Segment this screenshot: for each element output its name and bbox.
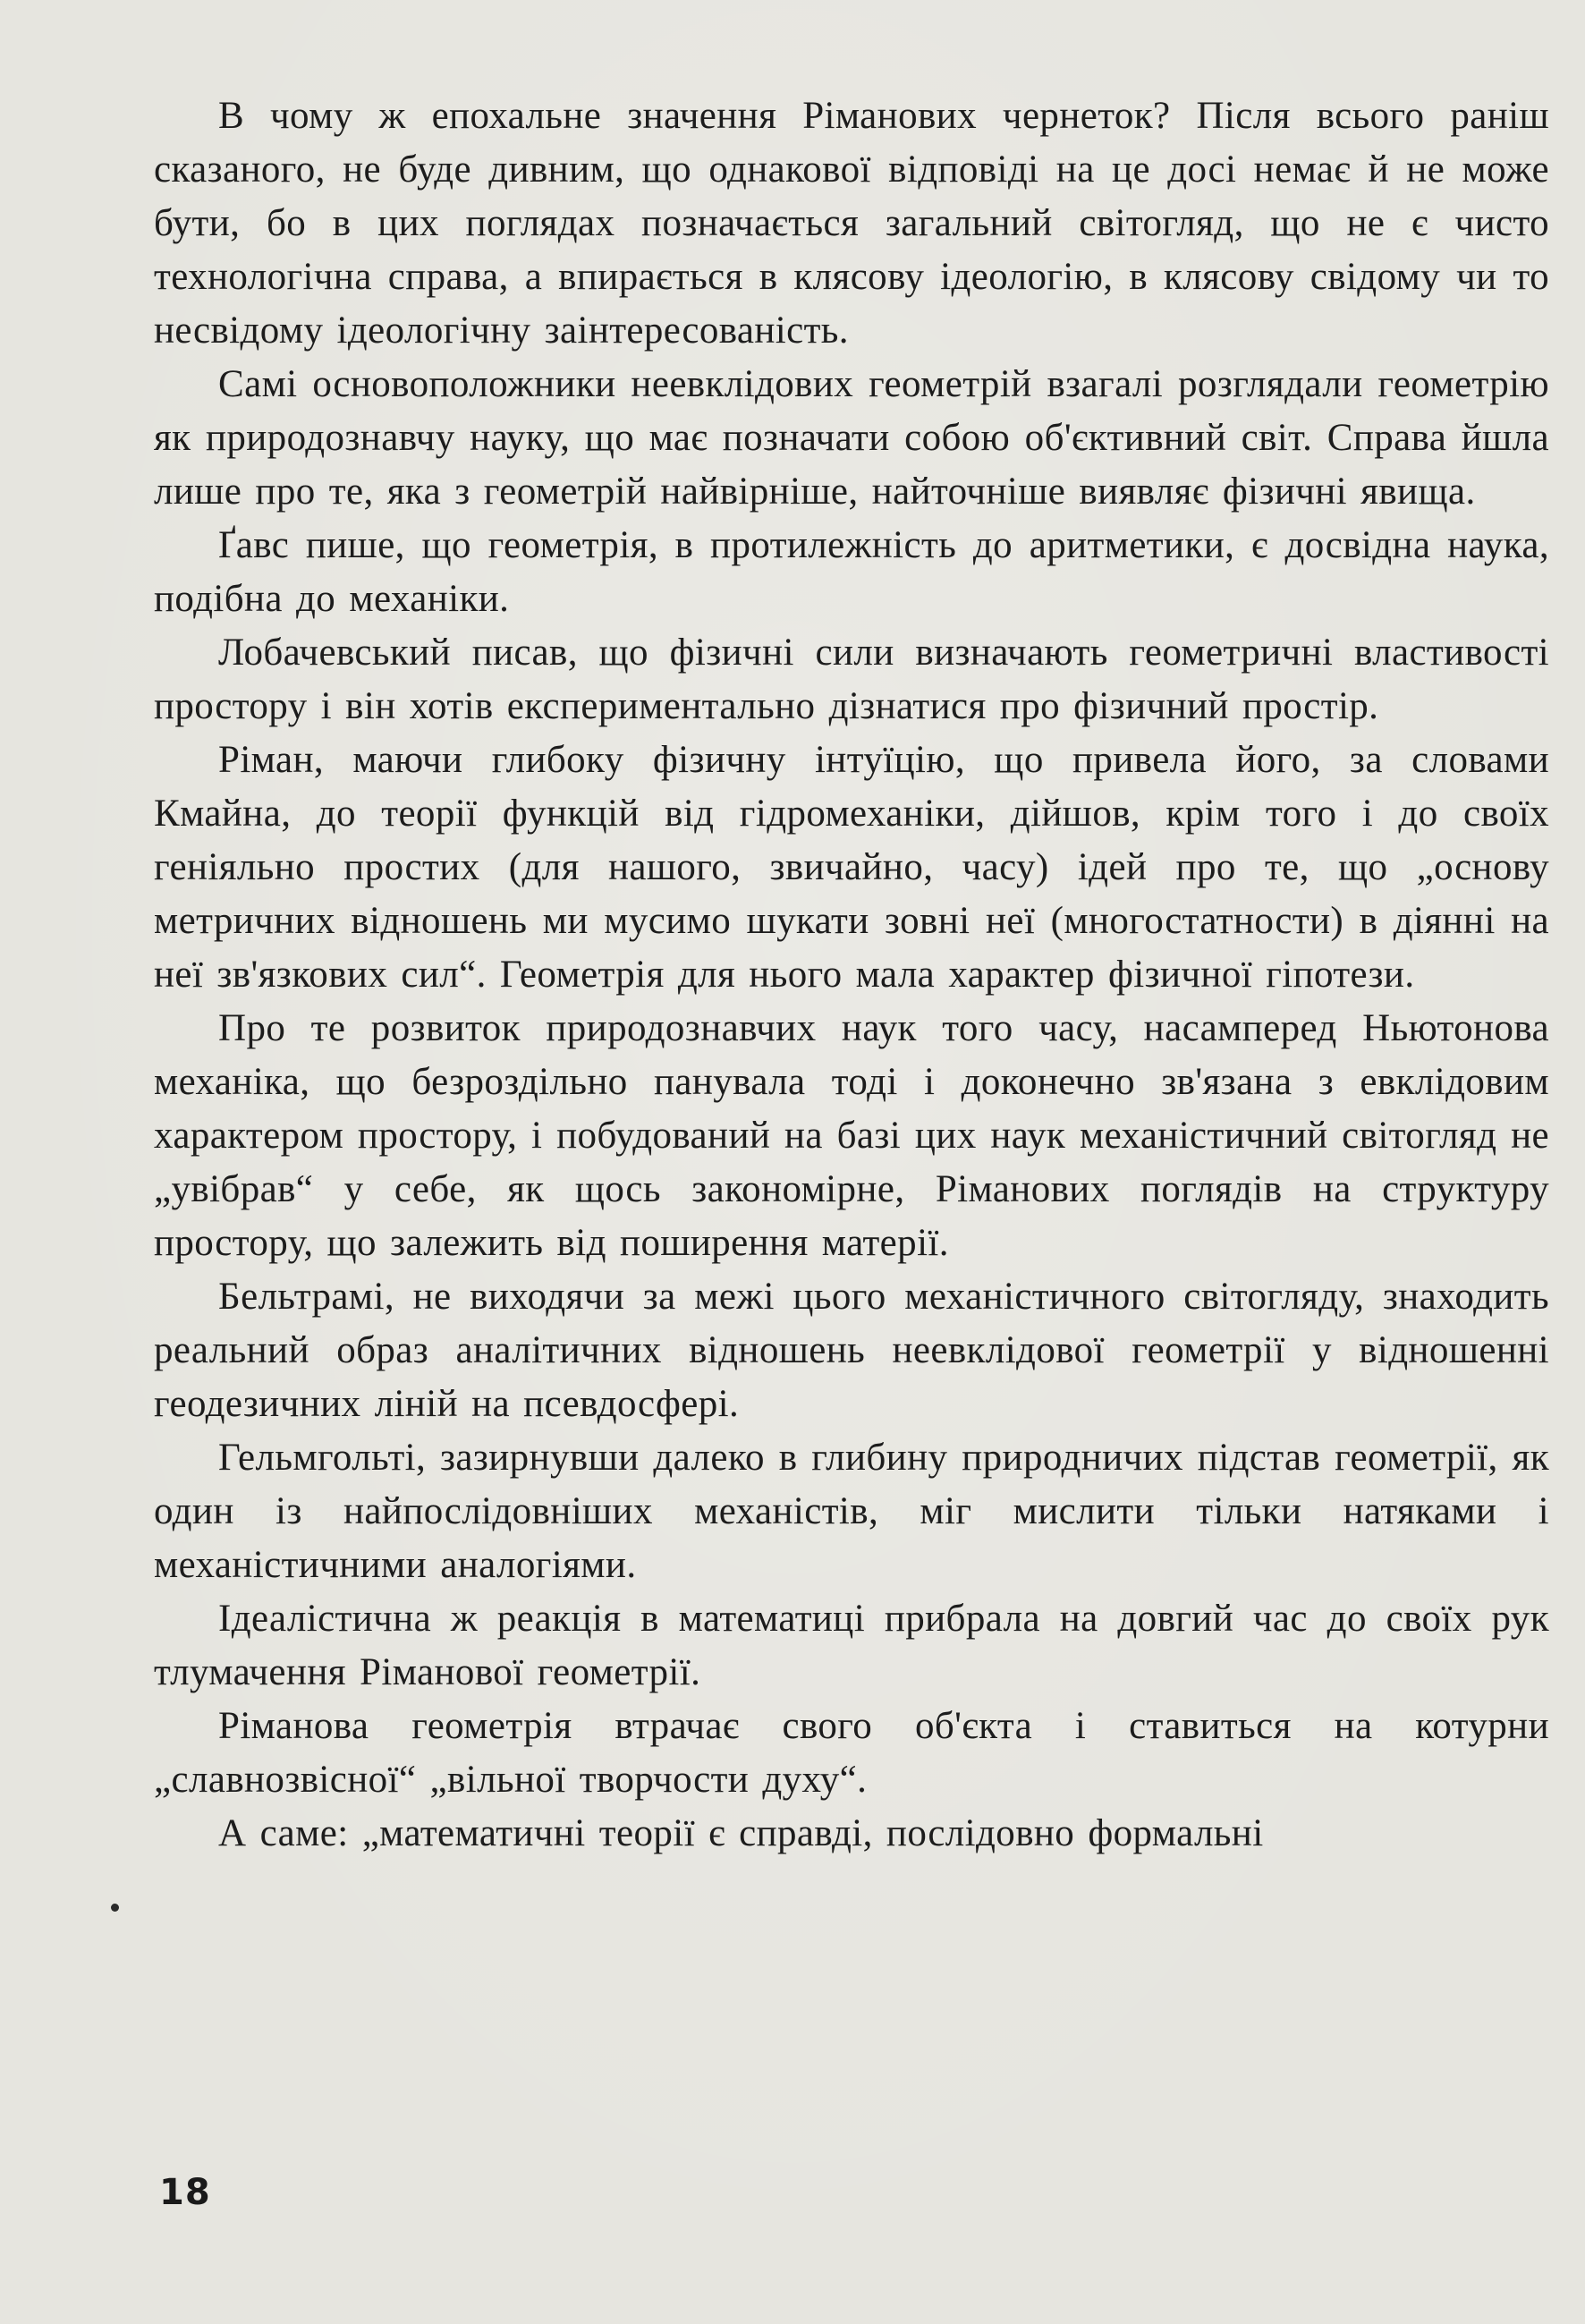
main-text — [154, 89, 1549, 1861]
page-number: 18 — [159, 2172, 211, 2213]
paragraph-5: Ріман, маючи глибоку фізичну інтуїцію, що привела його, за словами Кмайна, до теорії функцій від гідромеханіки, дійшов, крім того і до своїх геніяльно простих (для нашого, звичайно, часу) ідей про те, що „основу метричних відношень ми мусимо шукати зовні неї (многостатности) в діянні на неї зв'язкових сил“. Геометрія для нього мала характер фізичної гіпотези. — [154, 739, 1549, 996]
margin-mark — [111, 1904, 119, 1912]
paragraph-8: Гельмгольті, зазирнувши далеко в глибину природничих підстав геометрії, як один із найпослідовніших механістів, міг мислити тільки натяками і механістичними аналогіями. — [154, 1437, 1549, 1586]
paragraph-11: А саме: „математичні теорії є справді, послідовно формальні — [218, 1812, 1264, 1854]
paragraph-2: Самі основоположники неевклідових геометрій взагалі розглядали геометрію як природознавчу науку, що має позначати собою об'єктивний світ. Справа йшла лише про те, яка з геометрій найвірніше, найточніше виявляє фізичні явища. — [154, 363, 1549, 513]
paragraph-4: Лобачевський писав, що фізичні сили визначають геометричні властивості простору і він хотів експериментально дізнатися про фізичний простір. — [154, 632, 1549, 727]
paragraph-10: Ріманова геометрія втрачає свого об'єкта і ставиться на котурни „славнозвісної“ „вільної творчости духу“. — [154, 1705, 1549, 1801]
paragraph-7: Бельтрамі, не виходячи за межі цього механістичного світогляду, знаходить реальний образ аналітичних відношень неевклідової геометрії у відношенні геодезичних ліній на псевдосфері. — [154, 1276, 1549, 1425]
paragraph-9: Ідеалістична ж реакція в математиці прибрала на довгий час до своїх рук тлумачення Ріманової геометрії. — [154, 1598, 1549, 1693]
paragraph-3: Ґавс пише, що геометрія, в протилежність до аритметики, є досвідна наука, подібна до механіки. — [154, 524, 1549, 620]
paragraph-6: Про те розвиток природознавчих наук того часу, насамперед Ньютонова механіка, що безроздільно панувала тоді і доконечно зв'язана з евклідовим характером простору, і побудований на базі цих наук механістичний світогляд не „увібрав“ у себе, як щось закономірне, Ріманових поглядів на структуру простору, що залежить від поширення матерії. — [154, 1007, 1549, 1264]
paragraph-1: В чому ж епохальне значення Ріманових чернеток? Після всього раніш сказаного, не буде дивним, що однакової відповіді на це досі немає й не може бути, бо в цих поглядах позначається загальний світогляд, що не є чисто технологічна справа, а впирається в клясову ідеологію, в клясову свідому чи то несвідому ідеологічну заінтересованість. — [154, 95, 1549, 352]
